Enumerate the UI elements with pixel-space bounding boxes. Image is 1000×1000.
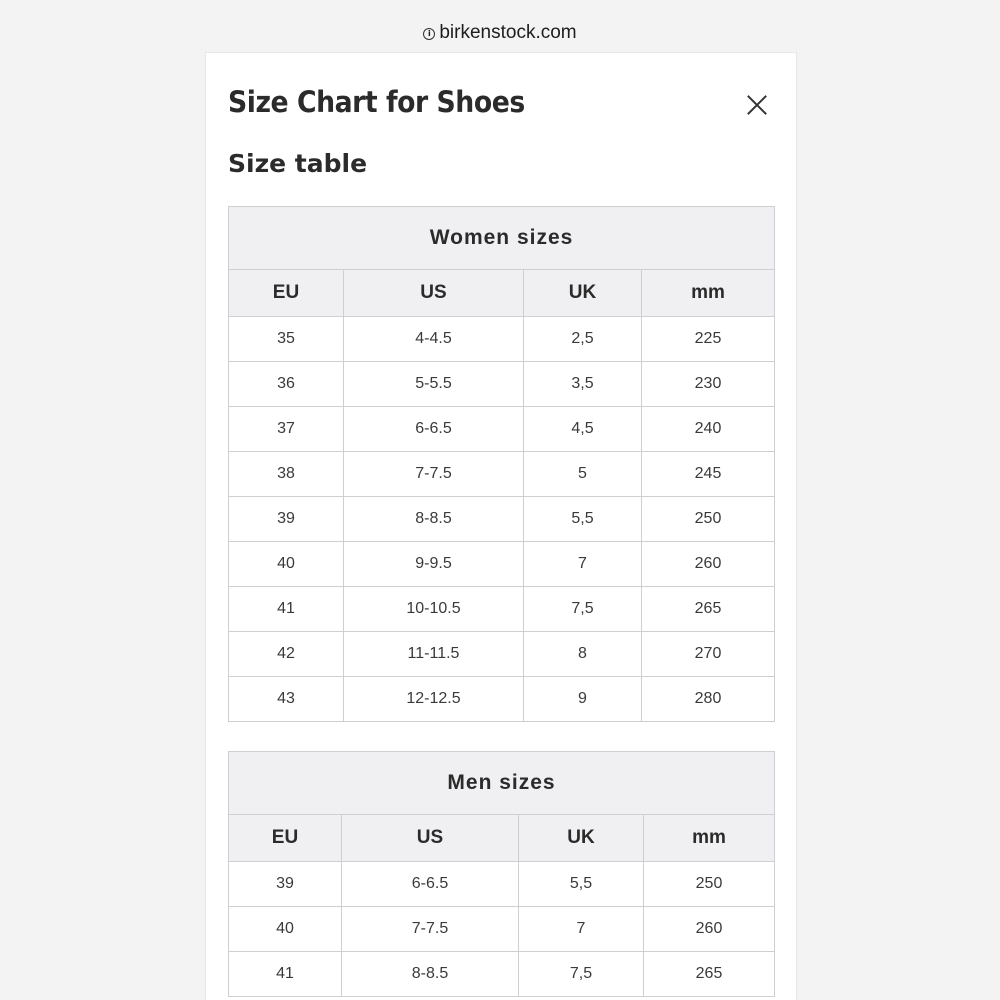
url-bar[interactable] [0,18,1000,48]
cell-us: 7-7.5 [344,452,524,497]
cell-eu: 37 [229,407,344,452]
table-row [229,452,775,497]
info-icon[interactable]: i [423,28,435,40]
cell-eu: 38 [229,452,344,497]
cell-eu: 43 [229,677,344,722]
cell-eu: 40 [229,542,344,587]
cell-eu: 41 [229,587,344,632]
table-row [229,542,775,587]
cell-uk: 5,5 [519,862,644,907]
cell-mm: 265 [644,952,775,997]
cell-eu: 41 [229,952,342,997]
cell-uk: 4,5 [524,407,642,452]
cell-us: 4-4.5 [344,317,524,362]
cell-us: 10-10.5 [344,587,524,632]
cell-uk: 7,5 [519,952,644,997]
cell-uk: 8 [524,632,642,677]
column-header-eu: EU [229,815,342,862]
cell-us: 6-6.5 [342,862,519,907]
cell-uk: 7 [519,907,644,952]
cell-eu: 39 [229,862,342,907]
cell-eu: 35 [229,317,344,362]
cell-uk: 3,5 [524,362,642,407]
cell-us: 6-6.5 [344,407,524,452]
table-row [229,317,775,362]
table-row [229,862,775,907]
cell-us: 8-8.5 [342,952,519,997]
table-row [229,587,775,632]
table-row [229,407,775,452]
cell-mm: 260 [642,542,775,587]
cell-mm: 245 [642,452,775,497]
cell-mm: 225 [642,317,775,362]
cell-mm: 230 [642,362,775,407]
table-row [229,952,775,997]
cell-mm: 250 [644,862,775,907]
table-row [229,362,775,407]
cell-uk: 2,5 [524,317,642,362]
cell-mm: 260 [644,907,775,952]
women-size-table [228,206,775,722]
men-size-table [228,751,775,997]
cell-eu: 40 [229,907,342,952]
column-header-uk: UK [519,815,644,862]
cell-us: 7-7.5 [342,907,519,952]
table-row [229,907,775,952]
column-header-uk: UK [524,270,642,317]
cell-us: 11-11.5 [344,632,524,677]
column-header-mm: mm [642,270,775,317]
cell-us: 12-12.5 [344,677,524,722]
table-caption: Women sizes [229,207,775,270]
cell-mm: 270 [642,632,775,677]
column-header-us: US [344,270,524,317]
table-caption: Men sizes [229,752,775,815]
cell-us: 5-5.5 [344,362,524,407]
cell-us: 8-8.5 [344,497,524,542]
cell-uk: 5 [524,452,642,497]
cell-uk: 9 [524,677,642,722]
size-chart-modal [205,52,797,1000]
modal-title: Size Chart for Shoes [228,85,525,119]
cell-mm: 280 [642,677,775,722]
column-header-us: US [342,815,519,862]
cell-uk: 7,5 [524,587,642,632]
table-row [229,677,775,722]
cell-eu: 42 [229,632,344,677]
cell-mm: 240 [642,407,775,452]
cell-eu: 39 [229,497,344,542]
cell-mm: 265 [642,587,775,632]
cell-uk: 7 [524,542,642,587]
table-row [229,497,775,542]
table-row [229,632,775,677]
column-header-eu: EU [229,270,344,317]
cell-uk: 5,5 [524,497,642,542]
column-header-mm: mm [644,815,775,862]
cell-us: 9-9.5 [344,542,524,587]
close-icon[interactable] [743,91,771,119]
section-title: Size table [228,149,368,178]
cell-mm: 250 [642,497,775,542]
cell-eu: 36 [229,362,344,407]
url-text[interactable]: birkenstock.com [439,22,577,43]
